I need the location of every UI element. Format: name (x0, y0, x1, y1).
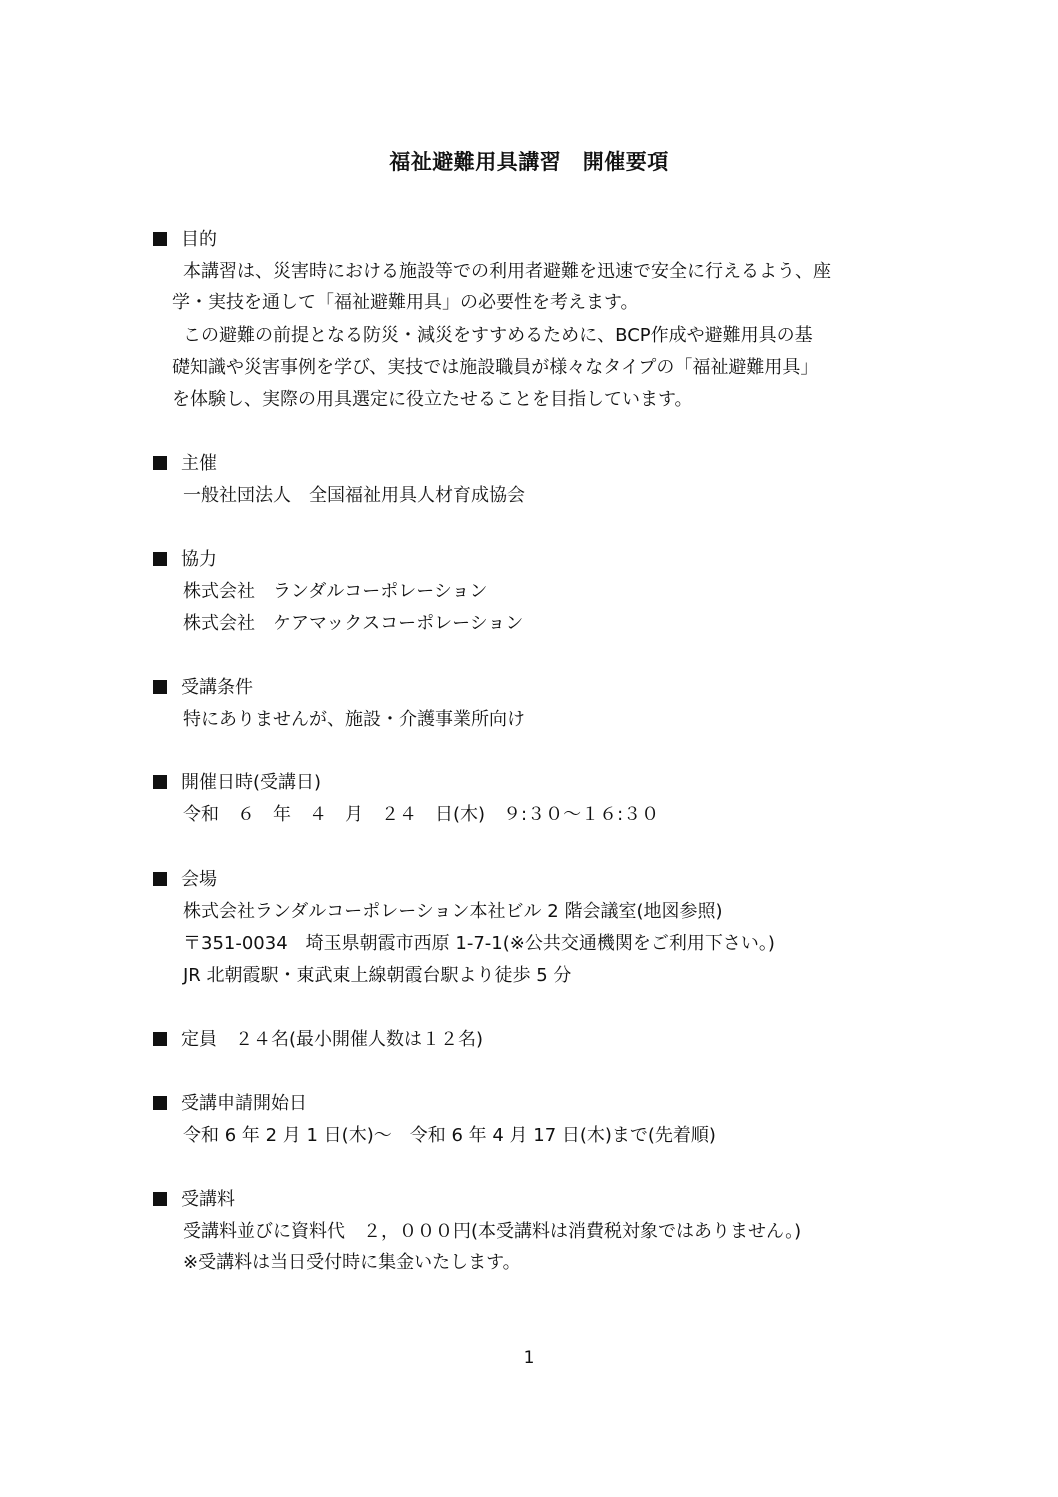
organizer-line: 一般社団法人 全国福祉用具人材育成協会 (183, 485, 525, 506)
section-heading-organizer (153, 452, 217, 476)
venue-line: 〒351-0034 埼玉県朝霞市西原 1-7-1(※公共交通機関をご利用下さい。) (183, 933, 775, 954)
date-line: 令和 ６ 年 ４ 月 ２４ 日(木) ９:３０～１６:３０ (183, 804, 660, 825)
purpose-line: 本講習は、災害時における施設等での利用者避難を迅速で安全に行えるよう、座 (183, 261, 831, 282)
venue-line: 株式会社ランダルコーポレーション本社ビル 2 階会議室(地図参照) (183, 901, 723, 922)
heading-text: 会場 (181, 869, 217, 890)
heading-text: 受講申請開始日 (181, 1093, 307, 1114)
section-heading-date (153, 771, 321, 795)
square-bullet-icon (153, 775, 167, 789)
purpose-line: この避難の前提となる防災・減災をすすめるために、BCP作成や避難用具の基 (183, 325, 813, 346)
section-heading-venue (153, 868, 217, 892)
square-bullet-icon (153, 1192, 167, 1206)
square-bullet-icon (153, 680, 167, 694)
fee-line: 受講料並びに資料代 ２，０００円(本受講料は消費税対象ではありません。) (183, 1221, 802, 1242)
heading-text: 開催日時(受講日) (181, 772, 322, 793)
section-heading-cooperation (153, 548, 217, 572)
square-bullet-icon (153, 872, 167, 886)
square-bullet-icon (153, 456, 167, 470)
cooperation-line: 株式会社 ケアマックスコーポレーション (183, 613, 524, 634)
heading-text: 受講料 (181, 1189, 235, 1210)
section-heading-capacity (153, 1028, 483, 1052)
application-line: 令和 6 年 2 月 1 日(木)～ 令和 6 年 4 月 17 日(木)まで(先着順) (183, 1125, 716, 1146)
square-bullet-icon (153, 232, 167, 246)
purpose-line: を体験し、実際の用具選定に役立たせることを目指しています。 (172, 389, 693, 410)
section-heading-conditions (153, 676, 253, 700)
conditions-line: 特にありませんが、施設・介護事業所向け (183, 709, 525, 730)
cooperation-line: 株式会社 ランダルコーポレーション (183, 581, 488, 602)
section-heading-fee (153, 1188, 235, 1212)
square-bullet-icon (153, 1096, 167, 1110)
square-bullet-icon (153, 1032, 167, 1046)
purpose-line: 学・実技を通して「福祉避難用具」の必要性を考えます。 (172, 292, 639, 313)
heading-text: 受講条件 (181, 677, 253, 698)
fee-line: ※受講料は当日受付時に集金いたします。 (183, 1252, 521, 1273)
section-heading-application (153, 1092, 307, 1116)
heading-text: 協力 (181, 549, 217, 570)
section-heading-purpose (153, 228, 217, 252)
heading-text: 定員 ２４名(最小開催人数は１２名) (181, 1029, 484, 1050)
heading-text: 主催 (181, 453, 217, 474)
venue-line: JR 北朝霞駅・東武東上線朝霞台駅より徒歩 5 分 (183, 965, 572, 986)
page-number: 1 (523, 1348, 535, 1368)
square-bullet-icon (153, 552, 167, 566)
purpose-line: 礎知識や災害事例を学び、実技では施設職員が様々なタイプの「福祉避難用具」 (172, 357, 819, 378)
document-title: 福祉避難用具講習 開催要項 (389, 150, 669, 174)
heading-text: 目的 (181, 229, 217, 250)
